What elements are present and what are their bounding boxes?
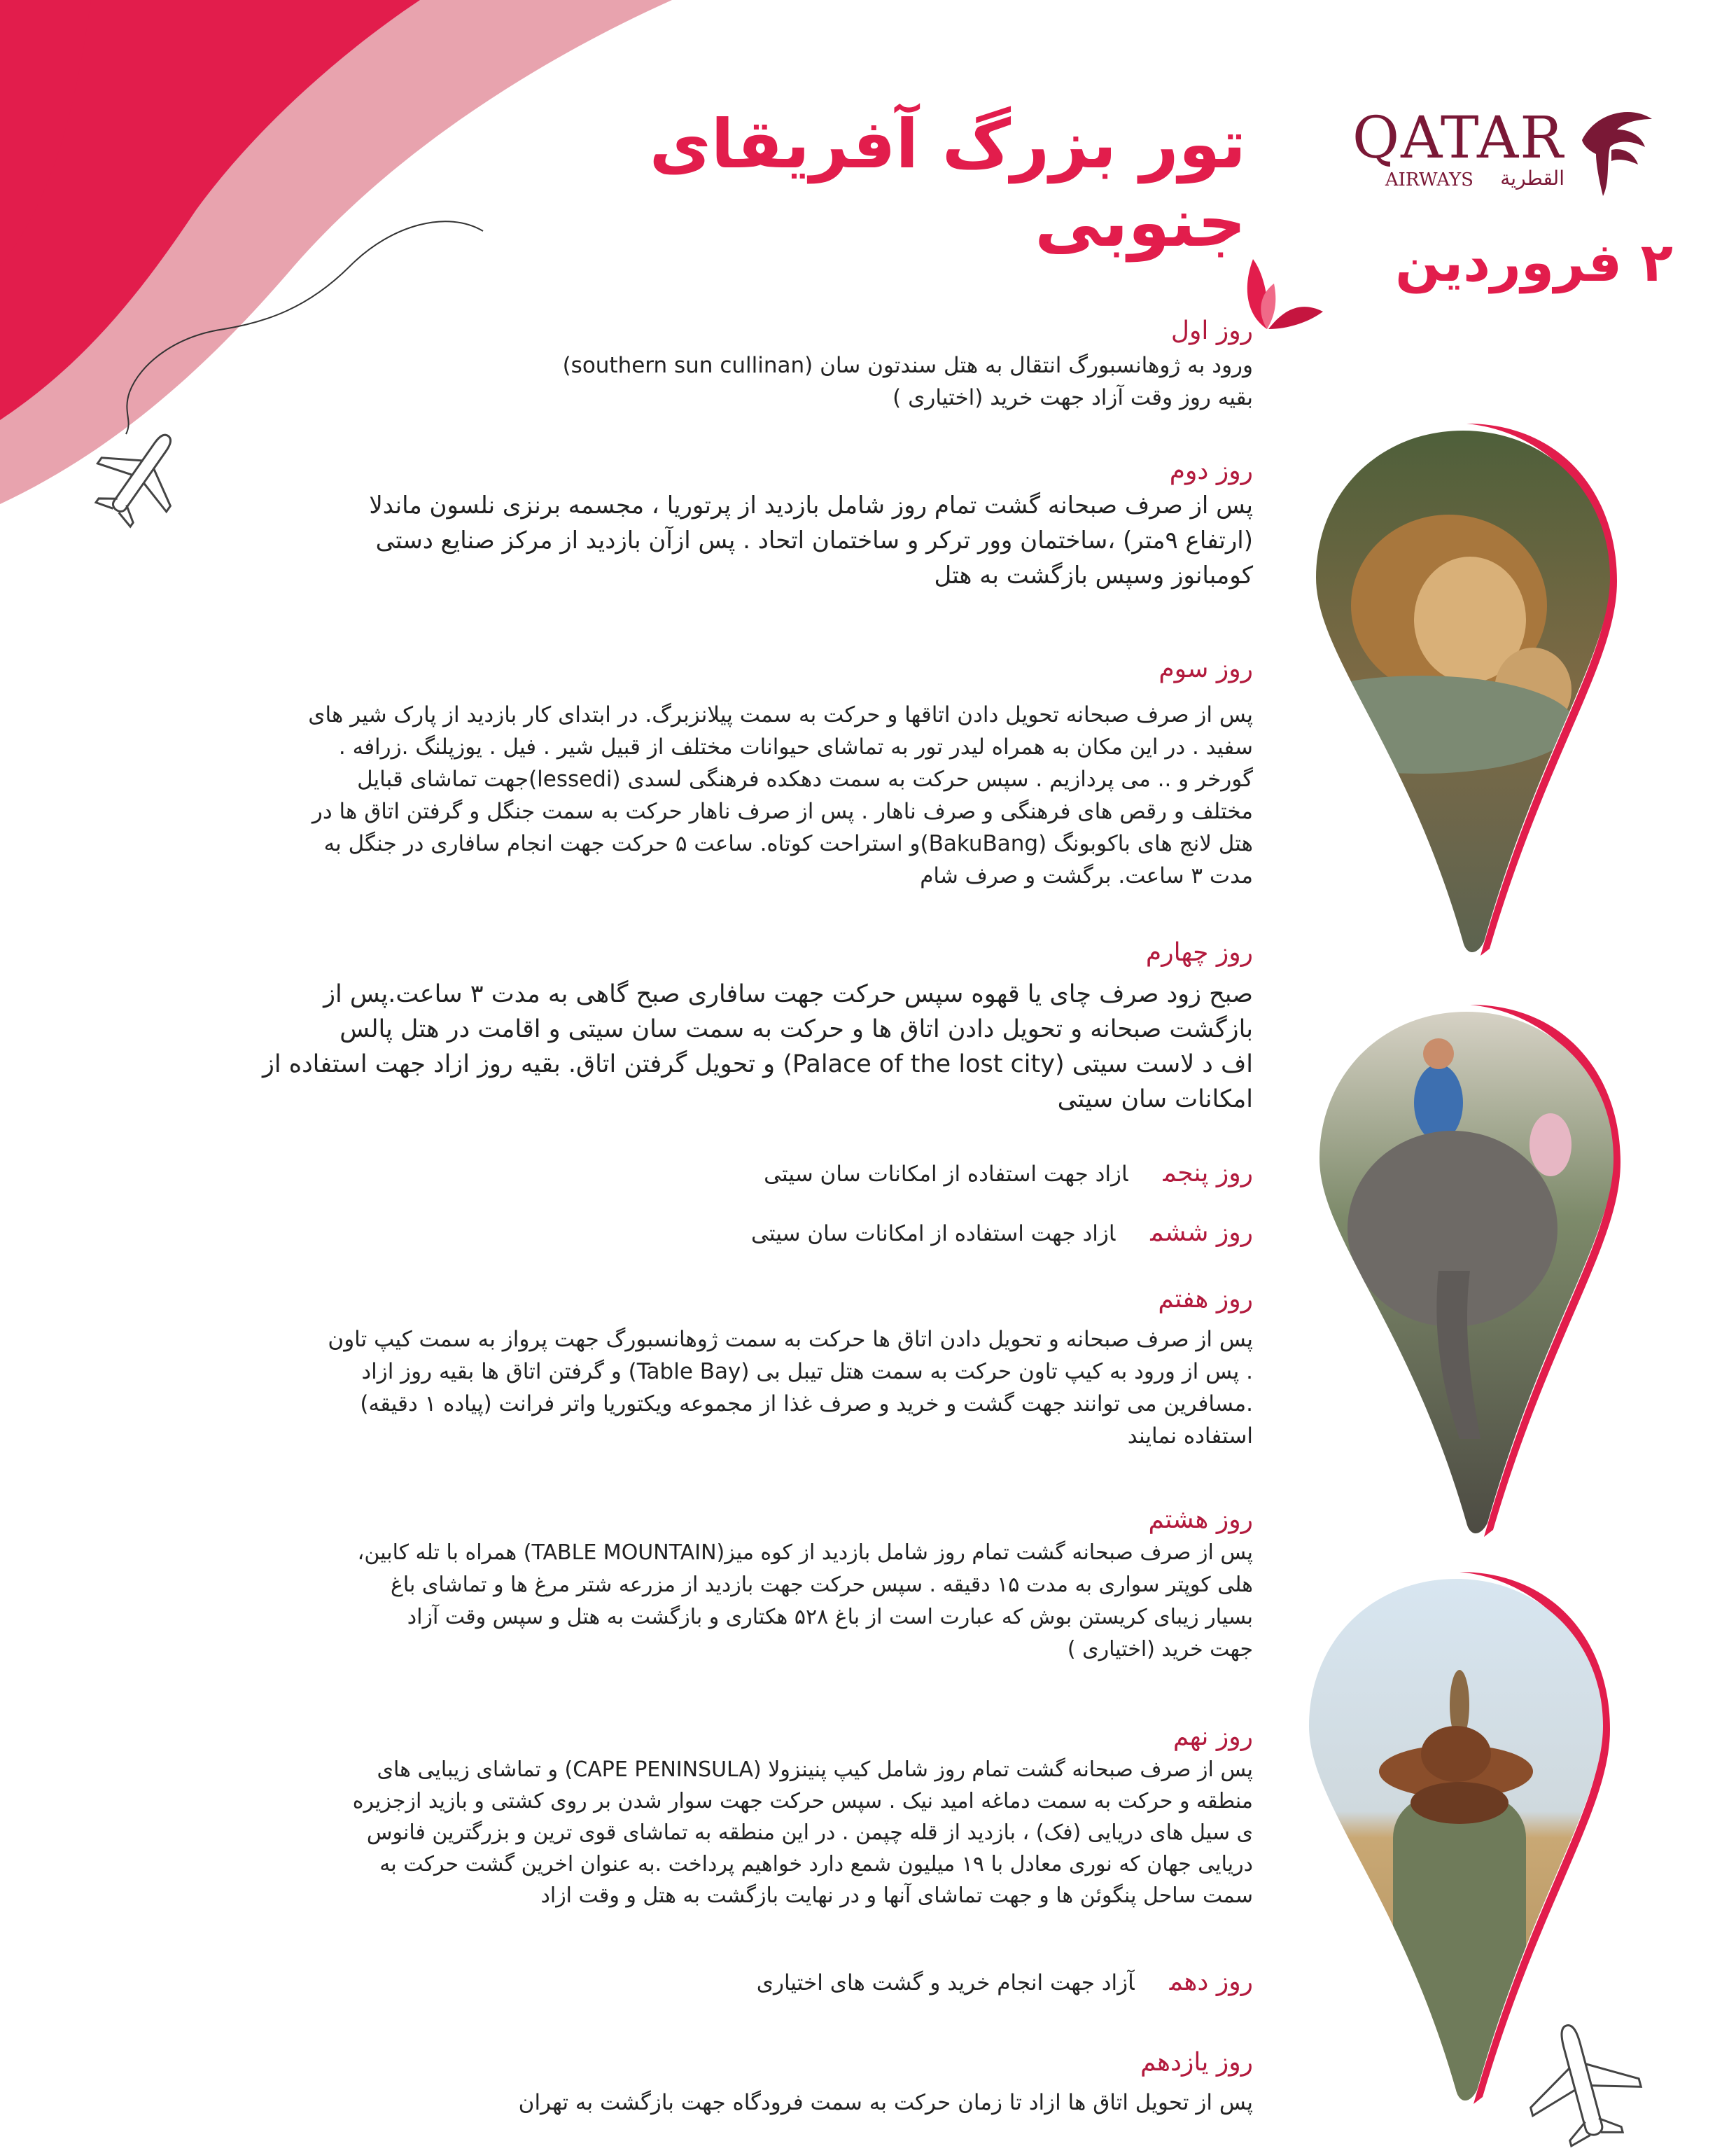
day-heading: روز چهارم (1145, 938, 1253, 967)
day-7 (28, 1285, 1253, 1452)
day-description: پس از صرف صبحانه گشت تمام روز شامل کیپ پنینزولا (CAPE PENINSULA) و تماشای زیبایی های منطقه و حرکت به سمت دماغه امید نیک . سپس حرکت جهت سوار شدن بر روی کشتی و بازید ازجزیره ی سیل های دریایی (فک) ، بازدید از قله چپمن . در این منطقه به تماشای قوی ترین و بزرگترین فانوس دریایی جهان که نوری معادل با ۱۹ میلیون شمع دارد خواهیم پرداخت .به عنوان اخرین گشت حرکت به سمت ساحل پنگوئن ها و جهت تماشای آنها و در نهایت بازگشت به هتل و وقت ازاد (352, 1757, 1253, 1908)
logo-subtitle: AIRWAYS (1385, 169, 1474, 190)
day-description: ازاد جهت استفاده از امکانات سان سیتی (764, 1162, 1128, 1187)
day-9 (161, 1722, 1253, 1911)
lion-photo-pin (1309, 424, 1617, 956)
page-title: تور بزرگ آفریقای جنوبی (649, 105, 1246, 262)
day-3 (49, 655, 1253, 892)
day-2 (133, 457, 1253, 593)
logo-wordmark: QATAR (1352, 105, 1564, 172)
day-10 (757, 1967, 1253, 1996)
qatar-oryx-logo-icon (1568, 105, 1659, 203)
qatar-airways-logo (1330, 105, 1659, 203)
day-description: پس از صرف صبحانه و تحویل دادن اتاق ها حرکت به سمت ژوهانسبورگ جهت پرواز به سمت کیپ تاون . پس از ورود به کیپ تاون حرکت به سمت هتل تیبل بی (Table Bay) و گرفتن اتاق ها بقیه روز ازاد .مسافرین می توانند جهت گشت و خرید و صرف غذا از مجموعه ویکتوریا واتر فرانت (پیاده ۱ دقیقه) استفاده نمایند (328, 1327, 1253, 1449)
day-heading: روز دوم (1169, 457, 1253, 485)
day-description: پس از صرف صبحانه گشت تمام روز شامل بازدید از کوه میز(TABLE MOUNTAIN) همراه با تله کابین، هلی کوپتر سواری به مدت ۱۵ دقیقه . سپس حرکت جهت بازدید از مزرعه شتر مرغ ها و تماشای باغ بسیار زیبای کریستن بوش که عبارت است از باغ ۵۲۸ هکتاری و بازگشت به هتل و سپس وقت آزاد جهت خرید (اختیاری ) (357, 1540, 1253, 1661)
day-6 (751, 1218, 1253, 1247)
day-heading: روز اول (1170, 316, 1253, 345)
airplane-icon (1512, 2016, 1652, 2149)
day-heading: روز هشتم (1148, 1505, 1253, 1534)
day-heading: روز یازدهم (1140, 2048, 1253, 2077)
day-heading: روز ششم (1150, 1218, 1253, 1247)
day-description: ازاد جهت استفاده از امکانات سان سیتی (751, 1221, 1116, 1246)
day-4 (42, 938, 1253, 1117)
day-heading: روز دهم (1169, 1967, 1253, 1996)
day-description: صبح زود صرف چای یا قهوه سپس حرکت جهت سافاری صبح گاهی به مدت ۳ ساعت.پس از بازگشت صبحانه و تحویل دادن اتاق ها و حرکت به سمت سان سیتی و اقامت در هتل پالس اف د لاست سیتی (Palace of the lost city) و تحویل گرفتن اتاق. بقیه روز ازاد جهت استفاده از امکانات سان سیتی (262, 980, 1253, 1113)
day-1 (343, 316, 1253, 414)
day-heading: روز پنجم (1163, 1159, 1253, 1187)
day-description: پس از صرف صبحانه گشت تمام روز شامل بازدید از پرتوریا ، مجسمه برنزی نلسون ماندلا (ارتفاع ۹متر) ،ساختمان وور ترکر و ساختمان اتحاد . پس ازآن بازدید از مرکز صنایع دستی کومبانوز وسپس بازگشت به هتل (369, 492, 1253, 590)
day-description: آزاد جهت انجام خرید و گشت های اختیاری (756, 1970, 1135, 1995)
day-8 (189, 1505, 1253, 1666)
day-heading: روز نهم (1172, 1722, 1253, 1751)
logo-arabic: القطرية (1500, 167, 1564, 190)
day-heading: روز هفتم (1158, 1285, 1253, 1314)
tour-date: ۲ فروردین (1395, 231, 1673, 293)
day-11 (273, 2048, 1253, 2119)
day-heading: روز سوم (1158, 655, 1253, 683)
elephant-photo-pin (1312, 1005, 1620, 1537)
day-5 (764, 1159, 1253, 1187)
day-description: پس از تحویل اتاق ها ازاد تا زمان حرکت به سمت فرودگاه جهت بازگشت به تهران (518, 2090, 1253, 2115)
day-description: پس از صرف صبحانه تحویل دادن اتاقها و حرکت به سمت پیلانزبرگ. در ابتدای کار بازدید از پارک شیر های سفید . در این مکان به همراه لیدر تور به تماشای حیوانات مختلف از قبیل شیر . فیل . یوزپلنگ .زرافه . گورخر و .. می پردازیم . سپس حرکت به سمت دهکده فرهنگی لسدی (lessedi)جهت تماشای قبایل مختلف و رقص های فرهنگی و صرف ناهار . پس از صرف ناهار حرکت به سمت جنگل و گرفتن اتاق ها در هتل لانج های باکوبونگ (BakuBang)و استراحت کوتاه. ساعت ۵ حرکت جهت انجام سافاری در جنگل به مدت ۳ ساعت. برگشت و صرف شام (308, 702, 1253, 889)
day-description: ورود به ژوهانسبورگ انتقال به هتل سندتون سان (southern sun cullinan) بقیه روز وقت آزاد جهت خرید (اختیاری ) (562, 353, 1253, 410)
